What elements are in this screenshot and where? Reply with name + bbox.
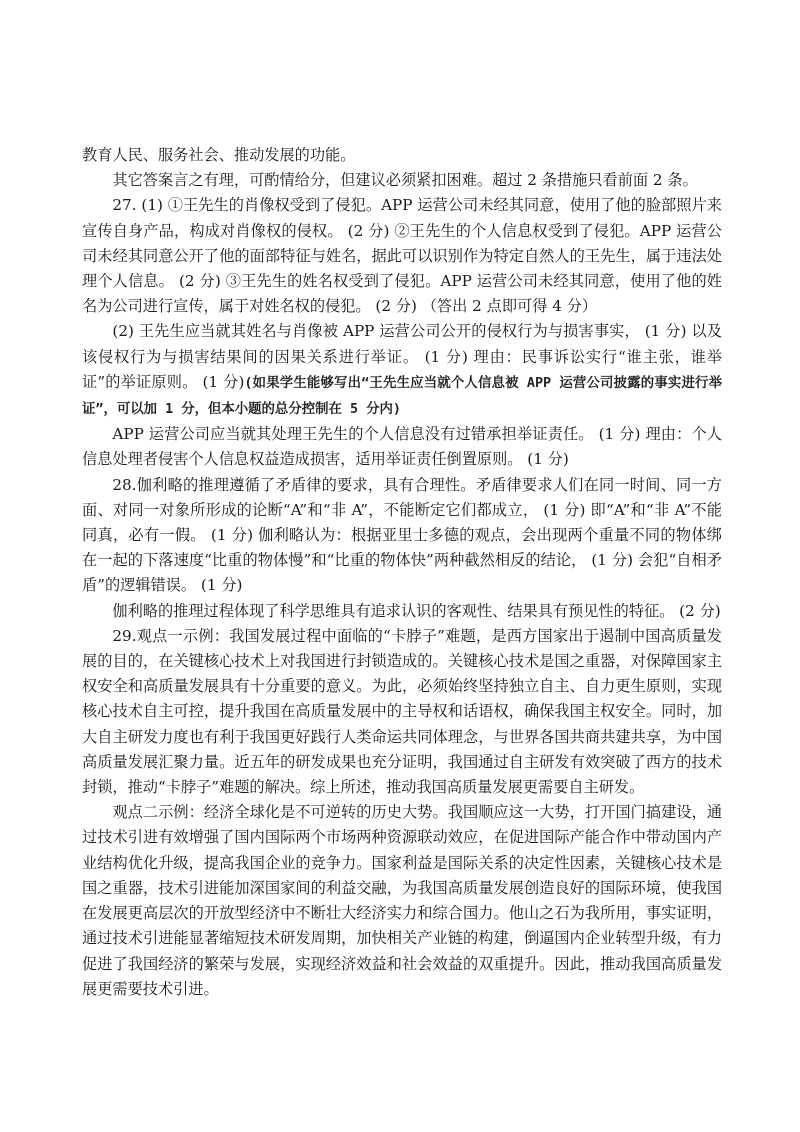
q28-science-thinking: 伽利略的推理过程体现了科学思维具有追求认识的客观性、结果具有预见性的特征。 (2 分) bbox=[112, 601, 721, 620]
q28-answer: 28.伽利略的推理遵循了矛盾律的要求，具有合理性。矛盾律要求人们在同一时间、同一方面、对同一对象所形成的论断“A”和“非 A”，不能断定它们都成立， (1 分) 即“A”和“非 A”不能同真，必有一假。 (1 分) 伽利略认为：根据亚里士多德的观点，会出现两个重量不同的物体绑在一起的下落速度“比重的物体慢”和“比重的物体快”两种截然相反的结论， (1 分) 会犯“自相矛盾”的逻辑错误。 (1 分) bbox=[82, 475, 722, 595]
q29-view-two: 观点二示例：经济全球化是不可逆转的历史大势。我国顺应这一大势，打开国门搞建设，通过技术引进有效增强了国内国际两个市场两种资源联动效应，在促进国际产能合作中带动国内产业结构优化升级，提高我国企业的竞争力。国家利益是国际关系的决定性因素，关键核心技术是国之重器，技术引进能加深国家间的利益交融，为我国高质量发展创造良好的国际环境，使我国在发展更高层次的开放型经济中不断壮大经济实力和综合国力。他山之石为我所用，事实证明，通过技术引进能显著缩短技术研发周期，加快相关产业链的构建，倒逼国内企业转型升级，有力促进了我国经济的繁荣与发展，实现经济效益和社会效益的双重提升。因此，推动我国高质量发展更需要技术引进。 bbox=[82, 803, 722, 998]
q29-view-one: 29.观点一示例：我国发展过程中面临的“卡脖子”难题，是西方国家出于遏制中国高质量发展的目的，在关键核心技术上对我国进行封锁造成的。关键核心技术是国之重器，对保障国家主权安全和高质量发展具有十分重要的意义。为此，必须始终坚持独立自主、自力更生原则，实现核心技术自主可控，提升我国在高质量发展中的主导权和话语权，确保我国主权安全。同时，加大自主研发力度也有利于我国更好践行人类命运共同体理念，与世界各国共商共建共享，为中国高质量发展汇聚力量。近五年的研发成果也充分证明，我国通过自主研发有效突破了西方的技术封锁，推动“卡脖子”难题的解决。综上所述，推动我国高质量发展更需要自主研发。 bbox=[82, 626, 722, 797]
answer-key-text bbox=[82, 143, 722, 1002]
q27-part1-answer: 27. (1) ①王先生的肖像权受到了侵犯。APP 运营公司未经其同意，使用了他的脸部照片来宣传自身产品，构成对肖像权的侵权。 (2 分) ②王先生的个人信息权受到了侵犯。APP 运营公司未经其同意公开了他的面部特征与姓名，据此可以识别作为特定自然人的王先生，属于违法处理个人信息。 (2 分) ③王先生的姓名权受到了侵犯。APP 运营公司未经其同意，使用了他的姓名为公司进行宣传，属于对姓名权的侵犯。 (2 分) （答出 2 点即可得 4 分） bbox=[82, 196, 722, 316]
other-answers-note: 其它答案言之有理，可酌情给分，但建议必须紧扣困难。超过 2 条措施只看前面 2 条。 bbox=[112, 171, 698, 190]
intro-line: 教育人民、服务社会、推动发展的功能。 bbox=[82, 146, 356, 164]
q27-company-burden: APP 运营公司应当就其处理王先生的个人信息没有过错承担举证责任。 (1 分) 理由：个人信息处理者侵害个人信息权益造成损害，适用举证责任倒置原则。 (1 分) bbox=[82, 425, 722, 469]
q27-part2-answer bbox=[82, 319, 722, 422]
q27-handwritten-note: (如果学生能够写出“王先生应当就个人信息被 APP 运营公司披露的事实进行举证”，可以加 1 分，但本小题的总分控制在 5 分内) bbox=[82, 375, 723, 418]
q27-part2-main: (2) 王先生应当就其姓名与肖像被 APP 运营公司公开的侵权行为与损害事实， (1 分) 以及该侵权行为与损害结果间的因果关系进行举证。 (1 分) 理由：民事诉讼实行“谁主张，谁举证”的举证原则。 (1 分) bbox=[82, 322, 722, 391]
